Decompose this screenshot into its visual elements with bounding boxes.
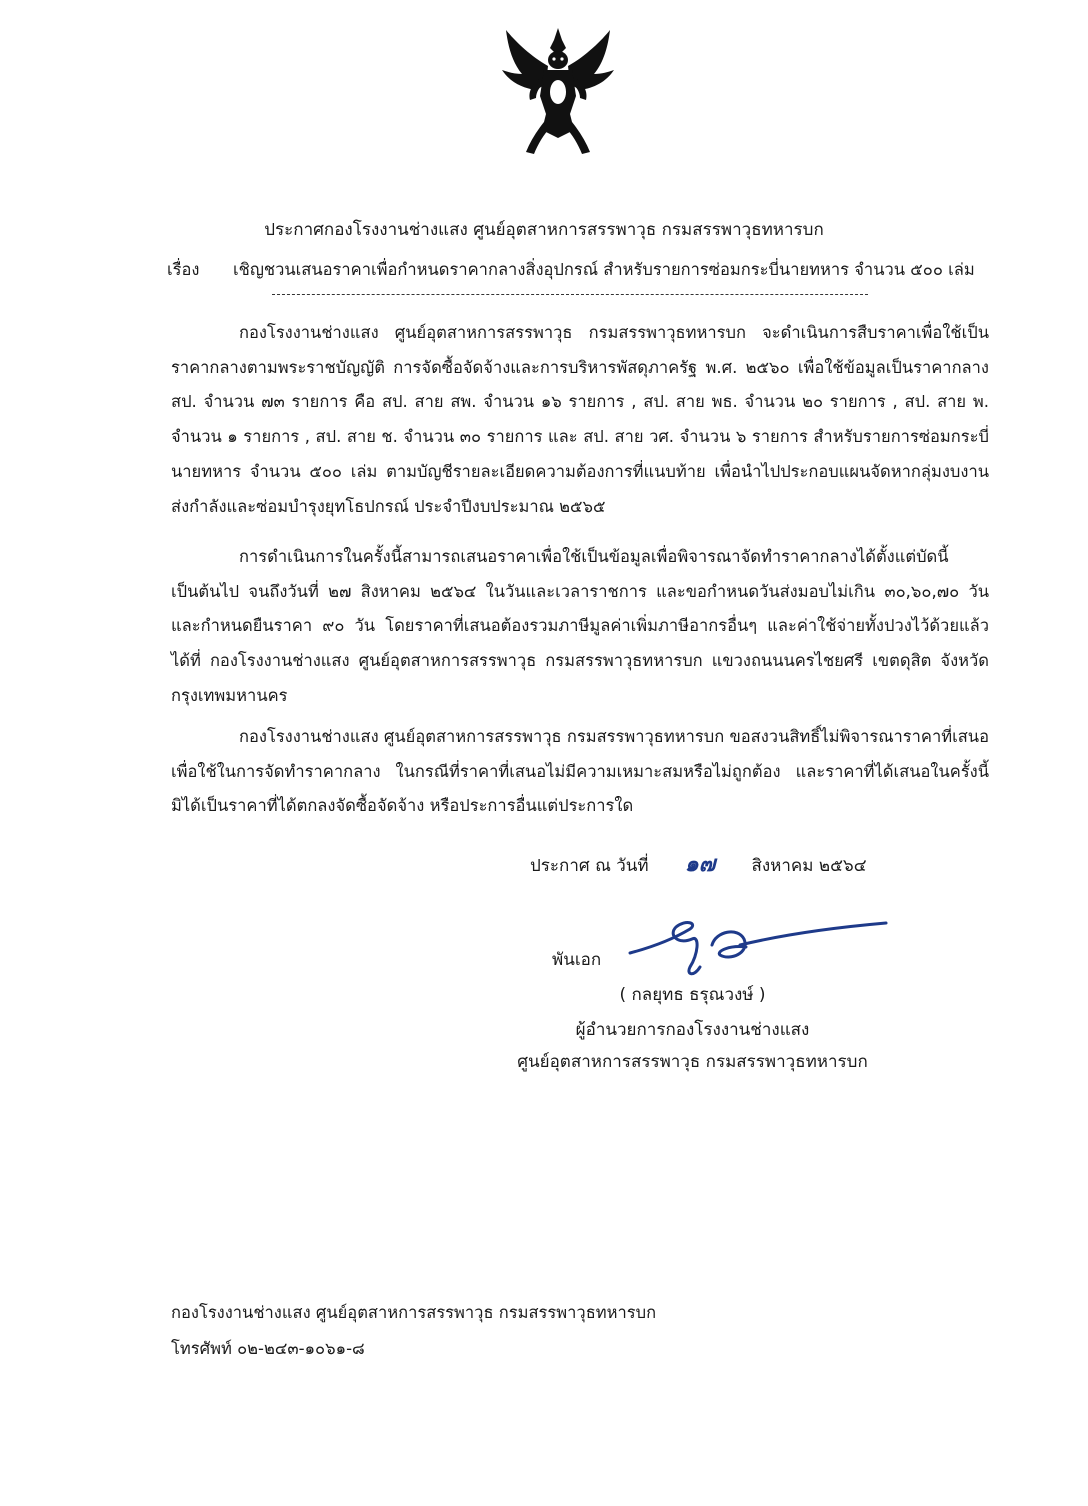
issue-prefix: ประกาศ ณ วันที่: [530, 856, 649, 876]
subject-line: [167, 257, 1017, 283]
footer-office: กองโรงงานช่างแสง ศูนย์อุตสาหการสรรพาวุธ กรมสรรพาวุธทหารบก: [171, 1303, 657, 1322]
issue-date-line: [530, 846, 867, 881]
document-title: ประกาศกองโรงงานช่างแสง ศูนย์อุตสาหการสรรพาวุธ กรมสรรพาวุธทหารบก: [264, 220, 824, 240]
body-paragraph-3: [171, 720, 989, 824]
paragraph-text: กองโรงงานช่างแสง ศูนย์อุตสาหการสรรพาวุธ กรมสรรพาวุธทหารบก จะดำเนินการสืบราคาเพื่อใช้เป็นราคากลางตามพระราชบัญญัติ การจัดซื้อจัดจ้างและการบริหารพัสดุภาครัฐ พ.ศ. ๒๕๖๐ เพื่อใช้ข้อมูลเป็นราคากลาง สป. จำนวน ๗๓ รายการ คือ สป. สาย สพ. จำนวน ๑๖ รายการ , สป. สาย พธ. จำนวน ๒๐ รายการ , สป. สาย พ. จำนวน ๑ รายการ , สป. สาย ช. จำนวน ๓๐ รายการ และ สป. สาย วศ. จำนวน ๖ รายการ สำหรับรายการซ่อมกระบี่นายทหาร จำนวน ๕๐๐ เล่ม ตามบัญชีรายละเอียดความต้องการที่แนบท้าย เพื่อนำไปประกอบแผนจัดหากลุ่มงบงานส่งกำลังและซ่อมบำรุงยุทโธปกรณ์ ประจำปีงบประมาณ ๒๕๖๕: [171, 323, 989, 516]
paragraph-text: การดำเนินการในครั้งนี้สามารถเสนอราคาเพื่อใช้เป็นข้อมูลเพื่อพิจารณาจัดทำราคากลางได้ตั้งแต่บัดนี้เป็นต้นไป จนถึงวันที่ ๒๗ สิงหาคม ๒๕๖๔ ในวันและเวลาราชการ และขอกำหนดวันส่งมอบไม่เกิน ๓๐,๖๐,๗๐ วัน และกำหนดยืนราคา ๙๐ วัน โดยราคาที่เสนอต้องรวมภาษีมูลค่าเพิ่มภาษีอากรอื่นๆ และค่าใช้จ่ายทั้งปวงไว้ด้วยแล้วได้ที่ กองโรงงานช่างแสง ศูนย์อุตสาหการสรรพาวุธ กรมสรรพาวุธทหารบก แขวงถนนนครไชยศรี เขตดุสิต จังหวัดกรุงเทพมหานคร: [171, 547, 989, 705]
paragraph-text: กองโรงงานช่างแสง ศูนย์อุตสาหการสรรพาวุธ กรมสรรพาวุธทหารบก ขอสงวนสิทธิ์ไม่พิจารณาราคาที่เสนอเพื่อใช้ในการจัดทำราคากลาง ในกรณีที่ราคาที่เสนอไม่มีความเหมาะสมหรือไม่ถูกต้อง และราคาที่ได้เสนอในครั้งนี้ มิได้เป็นราคาที่ได้ตกลงจัดซื้อจัดจ้าง หรือประการอื่นแต่ประการใด: [171, 727, 989, 816]
signer-name: ( กลยุทธ ธรุณวงษ์ ): [619, 985, 766, 1005]
signer-organization: ศูนย์อุตสาหการสรรพาวุธ กรมสรรพาวุธทหารบก: [517, 1052, 868, 1072]
signer-position: ผู้อำนวยการกองโรงงานช่างแสง: [575, 1020, 810, 1040]
garuda-emblem-icon: [496, 26, 620, 158]
body-paragraph-1: [171, 316, 989, 524]
issue-day: ๑๗: [684, 852, 716, 877]
footer-phone: โทรศัพท์ ๐๒-๒๔๓-๑๐๖๑-๘: [171, 1339, 365, 1358]
subject-text: เชิญชวนเสนอราคาเพื่อกำหนดราคากลางสิ่งอุปกรณ์ สำหรับรายการซ่อมกระบี่นายทหาร จำนวน ๕๐๐ เล่ม: [233, 260, 975, 279]
body-paragraph-2: [171, 540, 989, 714]
signer-rank: พันเอก: [552, 950, 602, 970]
issue-month-year: สิงหาคม ๒๕๖๔: [751, 856, 867, 876]
subject-label: เรื่อง: [167, 260, 200, 279]
divider: [272, 294, 868, 295]
